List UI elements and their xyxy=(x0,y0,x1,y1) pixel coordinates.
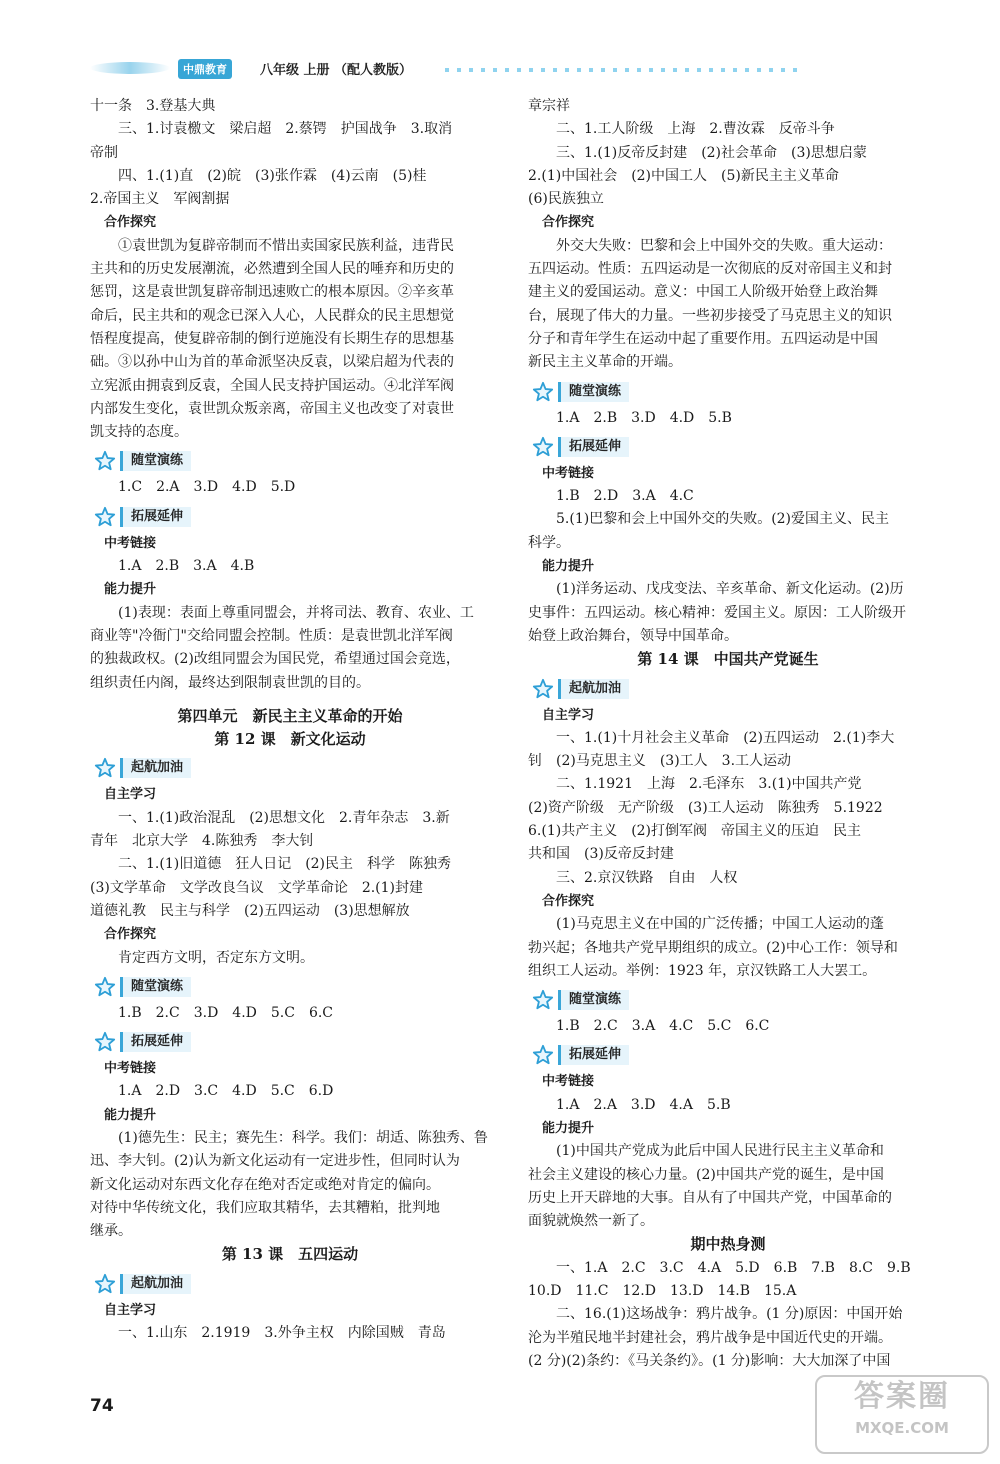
text-line: 立宪派由拥袁到反袁，全国人民支持护国运动。④北洋军阀 xyxy=(90,377,454,394)
section-subheading: 中考链接 xyxy=(542,1074,595,1090)
badge-label: 起航加油 xyxy=(120,1274,191,1294)
badge-label: 随堂演练 xyxy=(120,977,191,997)
text-line: 四、1.(1)直 (2)皖 (3)张作霖 (4)云南 (5)桂 xyxy=(118,167,427,184)
text-line: 一、1.(1)十月社会主义革命 (2)五四运动 2.(1)李大 xyxy=(556,729,895,746)
text-line: 二、1.1921 上海 2.毛泽东 3.(1)中国共产党 xyxy=(556,776,862,793)
badge-label: 拓展延伸 xyxy=(120,1032,191,1052)
text-line: (1)马克思主义在中国的广泛传播；中国工人运动的蓬 xyxy=(556,916,884,933)
section-subheading: 中考链接 xyxy=(104,535,157,551)
section-subheading: 合作探究 xyxy=(542,215,595,231)
lesson-title: 第 14 课 中国共产党诞生 xyxy=(637,650,819,669)
text-line: 建主义的爱国运动。意义：中国工人阶级开始登上政治舞 xyxy=(528,284,878,301)
section-badge xyxy=(528,434,928,460)
text-line: 分子和青年学生在运动中起了重要作用。五四运动是中国 xyxy=(528,330,878,347)
section-badge xyxy=(90,755,490,781)
text-line: 惩罚，这是袁世凯复辟帝制迅速败亡的根本原因。②辛亥革 xyxy=(90,284,454,301)
text-line: 十一条 3.登基大典 xyxy=(90,98,216,114)
text-line: 史事件：五四运动。核心精神：爱国主义。原因：工人阶级开 xyxy=(528,604,906,621)
answer-line: 一、1.A 2.C 3.C 4.A 5.D 6.B 7.B 8.C 9.B xyxy=(556,1259,911,1276)
text-line: 青年 北京大学 4.陈独秀 李大钊 xyxy=(90,833,314,850)
watermark-text: 答案圈 xyxy=(854,1379,950,1414)
text-line: 内部发生变化，袁世凯众叛亲离，帝国主义也改变了对袁世 xyxy=(90,400,454,417)
lesson-title: 第 12 课 新文化运动 xyxy=(214,730,366,749)
section-badge xyxy=(528,379,928,405)
section-badge xyxy=(90,1029,490,1055)
text-line: (2)资产阶级 无产阶级 (3)工人运动 陈独秀 5.1922 xyxy=(528,799,883,816)
text-line: (1)洋务运动、戊戌变法、辛亥革命、新文化运动。(2)历 xyxy=(556,581,904,598)
star-icon xyxy=(528,435,558,459)
text-line: 新民主主义革命的开端。 xyxy=(528,354,682,371)
star-icon xyxy=(528,380,558,404)
text-line: 始登上政治舞台，领导中国革命。 xyxy=(528,627,738,644)
left-column xyxy=(90,95,490,1345)
brand-badge: 中鼎教育 xyxy=(178,59,232,79)
section-subheading: 能力提升 xyxy=(104,582,157,598)
section-badge xyxy=(528,676,928,702)
text-line: 勃兴起；各地共产党早期组织的成立。(2)中心工作：领导和 xyxy=(528,939,898,956)
badge-label: 拓展延伸 xyxy=(558,437,629,457)
answer-line: 1.B 2.C 3.D 4.D 5.C 6.C xyxy=(118,1004,334,1021)
section-subheading: 自主学习 xyxy=(104,787,157,803)
star-icon xyxy=(90,1030,120,1054)
section-badge xyxy=(90,974,490,1000)
section-badge xyxy=(528,987,928,1013)
text-line: 外交大失败：巴黎和会上中国外交的失败。重大运动： xyxy=(556,237,892,254)
text-line: 2.(1)中国社会 (2)中国工人 (5)新民主主义革命 xyxy=(528,167,839,184)
unit-title: 第四单元 新民主主义革命的开始 xyxy=(177,706,403,725)
text-line: 二、1.(1)旧道德 狂人日记 (2)民主 科学 陈独秀 xyxy=(118,856,452,873)
section-subheading: 能力提升 xyxy=(542,1120,595,1136)
star-icon xyxy=(90,505,120,529)
lesson-title: 第 13 课 五四运动 xyxy=(221,1245,359,1264)
answer-line: 1.A 2.B 3.A 4.B xyxy=(118,558,255,575)
text-line: 的独裁政权。(2)改组同盟会为国民党，希望通过国会竞选， xyxy=(90,651,460,668)
text-line: 二、1.工人阶级 上海 2.曹汝霖 反帝斗争 xyxy=(556,121,835,138)
watermark-logo xyxy=(815,1375,989,1454)
answer-line: 1.C 2.A 3.D 4.D 5.D xyxy=(118,479,296,496)
text-line: 5.(1)巴黎和会上中国外交的失败。(2)爱国主义、民主 xyxy=(556,511,890,528)
text-line: 历史上开天辟地的大事。自从有了中国共产党，中国革命的 xyxy=(528,1189,892,1206)
section-subheading: 合作探究 xyxy=(104,927,157,943)
text-line: 主共和的历史发展潮流，必然遭到全国人民的唾弃和历史的 xyxy=(90,261,454,278)
text-line: 商业等"冷衙门"交给同盟会控制。性质：是袁世凯北洋军阀 xyxy=(90,627,453,644)
text-line: 一、1.(1)政治混乱 (2)思想文化 2.青年杂志 3.新 xyxy=(118,809,450,826)
text-line: 组织责任内阁，最终达到限制袁世凯的目的。 xyxy=(90,674,370,691)
section-badge xyxy=(90,504,490,530)
text-line: 迅、李大钊。(2)认为新文化运动有一定进步性，但同时认为 xyxy=(90,1153,460,1170)
star-icon xyxy=(90,975,120,999)
text-line: ①袁世凯为复辟帝制而不惜出卖国家民族利益，违背民 xyxy=(118,237,454,254)
dotted-decoration xyxy=(445,68,805,72)
section-subheading: 合作探究 xyxy=(542,893,595,909)
star-icon xyxy=(528,1043,558,1067)
text-line: 三、2.京汉铁路 自由 人权 xyxy=(556,869,738,886)
text-line: 组织工人运动。举例：1923 年，京汉铁路工人大罢工。 xyxy=(528,962,877,979)
answer-line: 1.A 2.D 3.C 4.D 5.C 6.D xyxy=(118,1083,334,1100)
text-line: 命后，民主共和的观念已深入人心，人民群众的民主思想觉 xyxy=(90,307,454,324)
text-line: (1)表现：表面上尊重同盟会，并将司法、教育、农业、工 xyxy=(118,604,474,621)
text-line: 继承。 xyxy=(90,1223,132,1240)
book-title: 八年级 上册 （配人教版） xyxy=(260,63,413,78)
text-line: (1)中国共产党成为此后中国人民进行民主主义革命和 xyxy=(556,1143,884,1160)
text-line: 一、1.山东 2.1919 3.外争主权 内除国贼 青岛 xyxy=(118,1325,446,1342)
badge-label: 随堂演练 xyxy=(558,990,629,1010)
text-line: (2 分)(2)条约：《马关条约》。(1 分)影响：大大加深了中国 xyxy=(528,1352,891,1369)
star-icon xyxy=(528,988,558,1012)
section-badge xyxy=(90,1271,490,1297)
section-badge xyxy=(90,448,490,474)
text-line: 悟程度提高，使复辟帝制的倒行逆施没有长期生存的思想基 xyxy=(90,330,454,347)
swirl-decoration xyxy=(90,62,170,74)
text-line: 础。③以孙中山为首的革命派坚决反袁，以梁启超为代表的 xyxy=(90,354,454,371)
text-line: (3)文学革命 文学改良刍议 文学革命论 2.(1)封建 xyxy=(90,879,424,896)
text-line: 肯定西方文明，否定东方文明。 xyxy=(118,949,314,966)
text-line: 6.(1)共产主义 (2)打倒军阀 帝国主义的压迫 民主 xyxy=(528,823,862,840)
section-subheading: 自主学习 xyxy=(104,1302,157,1318)
text-line: 新文化运动对东西文化存在绝对否定或绝对肯定的偏向。 xyxy=(90,1176,440,1193)
answer-line: 1.B 2.D 3.A 4.C xyxy=(556,488,694,505)
section-subheading: 合作探究 xyxy=(104,215,157,231)
text-line: 凯支持的态度。 xyxy=(90,424,188,441)
section-badge xyxy=(528,1042,928,1068)
text-line: 共和国 (3)反帝反封建 xyxy=(528,846,674,863)
text-line: 社会主义建设的核心力量。(2)中国共产党的诞生，是中国 xyxy=(528,1166,884,1183)
text-line: 道德礼教 民主与科学 (2)五四运动 (3)思想解放 xyxy=(90,902,410,919)
text-line: (1)德先生：民主；赛先生：科学。我们：胡适、陈独秀、鲁 xyxy=(118,1129,488,1146)
star-icon xyxy=(528,677,558,701)
running-header xyxy=(90,58,730,80)
badge-label: 拓展延伸 xyxy=(120,507,191,527)
text-line: 沦为半殖民地半封建社会，鸦片战争是中国近代史的开端。 xyxy=(528,1329,892,1346)
watermark-url: MXQE.COM xyxy=(855,1419,949,1437)
answer-line: 1.A 2.A 3.D 4.A 5.B xyxy=(556,1096,731,1113)
text-line: 钊 (2)马克思主义 (3)工人 3.工人运动 xyxy=(528,753,792,770)
badge-label: 拓展延伸 xyxy=(558,1045,629,1065)
text-line: 三、1.(1)反帝反封建 (2)社会革命 (3)思想启蒙 xyxy=(556,144,867,161)
section-subheading: 能力提升 xyxy=(542,559,595,575)
text-line: 台，展现了伟大的力量。一些初步接受了马克思主义的知识 xyxy=(528,307,892,324)
badge-label: 随堂演练 xyxy=(120,451,191,471)
answer-line: 10.D 11.C 12.D 13.D 14.B 15.A xyxy=(528,1283,797,1300)
section-subheading: 能力提升 xyxy=(104,1107,157,1123)
text-line: 五四运动。性质：五四运动是一次彻底的反对帝国主义和封 xyxy=(528,261,892,278)
right-column xyxy=(528,95,928,1373)
answer-line: 1.A 2.B 3.D 4.D 5.B xyxy=(556,409,732,426)
star-icon xyxy=(90,756,120,780)
midterm-title: 期中热身测 xyxy=(690,1235,766,1254)
badge-label: 起航加油 xyxy=(120,758,191,778)
text-line: 对待中华传统文化，我们应取其精华，去其糟粕，批判地 xyxy=(90,1199,440,1216)
badge-label: 起航加油 xyxy=(558,679,629,699)
page-number: 74 xyxy=(90,1396,114,1416)
badge-label: 随堂演练 xyxy=(558,382,629,402)
section-subheading: 中考链接 xyxy=(104,1061,157,1077)
text-line: (6)民族独立 xyxy=(528,191,604,208)
text-line: 章宗祥 xyxy=(528,98,570,114)
text-line: 二、16.(1)这场战争：鸦片战争。(1 分)原因：中国开始 xyxy=(556,1306,903,1323)
text-line: 科学。 xyxy=(528,534,570,551)
section-subheading: 自主学习 xyxy=(542,707,595,723)
section-subheading: 中考链接 xyxy=(542,465,595,481)
answer-line: 1.B 2.C 3.A 4.C 5.C 6.C xyxy=(556,1018,770,1035)
text-line: 2.帝国主义 军阀割据 xyxy=(90,191,230,208)
text-line: 帝制 xyxy=(90,144,118,161)
text-line: 面貌就焕然一新了。 xyxy=(528,1213,654,1230)
star-icon xyxy=(90,449,120,473)
star-icon xyxy=(90,1272,120,1296)
text-line: 三、1.讨袁檄文 梁启超 2.蔡锷 护国战争 3.取消 xyxy=(118,121,453,138)
